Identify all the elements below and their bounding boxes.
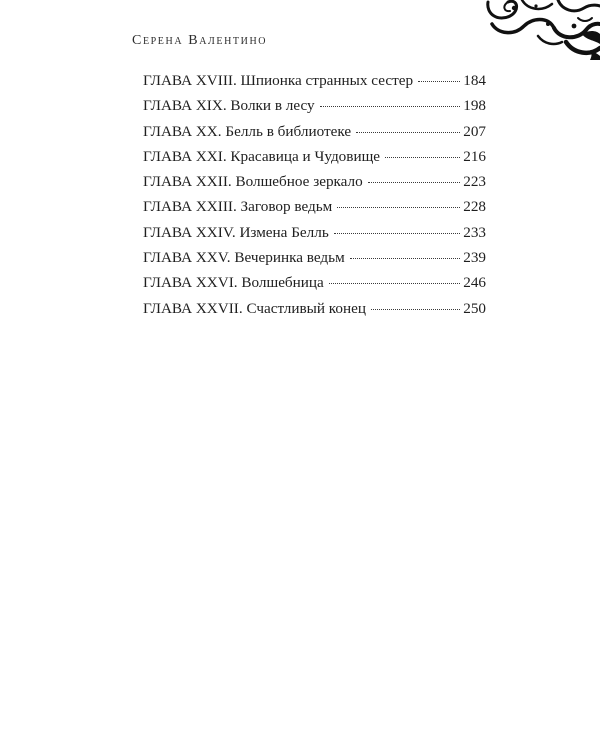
toc-page-number: 246 bbox=[463, 274, 486, 292]
toc-page-number: 223 bbox=[463, 173, 486, 191]
toc-dot-leader bbox=[385, 156, 460, 158]
toc-dot-leader bbox=[350, 257, 461, 259]
toc-chapter-title: ГЛАВА XXIV. Измена Белль bbox=[143, 223, 329, 241]
toc-page-number: 233 bbox=[463, 223, 486, 241]
toc-entry-25 bbox=[143, 245, 486, 270]
toc-page-number: 228 bbox=[463, 198, 486, 216]
toc-entry-21 bbox=[143, 144, 486, 169]
toc-page-number: 184 bbox=[463, 72, 486, 89]
toc-chapter-title: ГЛАВА XXIII. Заговор ведьм bbox=[143, 198, 333, 216]
toc-page-number: 216 bbox=[463, 147, 486, 165]
toc-dot-leader bbox=[371, 308, 460, 310]
toc-chapter-title: ГЛАВА XIX. Волки в лесу bbox=[143, 97, 315, 115]
toc-dot-leader bbox=[418, 80, 460, 82]
toc-entry-24 bbox=[143, 220, 486, 245]
toc-dot-leader bbox=[320, 105, 461, 107]
toc-page-number: 239 bbox=[463, 249, 486, 267]
toc-dot-leader bbox=[356, 131, 460, 133]
toc-chapter-title: ГЛАВА XXV. Вечеринка ведьм bbox=[143, 249, 345, 267]
toc-dot-leader bbox=[337, 206, 460, 208]
toc-chapter-title: ГЛАВА XVIII. Шпионка странных сестер bbox=[143, 72, 414, 89]
toc-entry-20 bbox=[143, 119, 486, 144]
toc-chapter-title: ГЛАВА XXVI. Волшебница bbox=[143, 274, 324, 292]
table-of-contents bbox=[143, 68, 486, 321]
toc-chapter-title: ГЛАВА XXI. Красавица и Чудовище bbox=[143, 147, 381, 165]
toc-entry-26 bbox=[143, 270, 486, 295]
toc-entry-22 bbox=[143, 169, 486, 194]
toc-chapter-title: ГЛАВА XX. Белль в библиотеке bbox=[143, 122, 352, 140]
toc-entry-18 bbox=[143, 68, 486, 93]
toc-chapter-title: ГЛАВА XXII. Волшебное зеркало bbox=[143, 173, 363, 191]
toc-dot-leader bbox=[334, 232, 460, 234]
running-head-author: Серена Валентино bbox=[132, 33, 268, 48]
toc-chapter-title: ГЛАВА XXVII. Счастливый конец bbox=[143, 299, 366, 317]
toc-entry-23 bbox=[143, 194, 486, 219]
toc-entry-27 bbox=[143, 296, 486, 321]
toc-page-number: 250 bbox=[463, 299, 486, 317]
toc-entry-19 bbox=[143, 93, 486, 118]
toc-page-number: 207 bbox=[463, 122, 486, 140]
toc-dot-leader bbox=[368, 181, 460, 183]
toc-dot-leader bbox=[329, 282, 460, 284]
swirl-ornament-icon bbox=[478, 0, 600, 60]
toc-page-number: 198 bbox=[463, 97, 486, 115]
